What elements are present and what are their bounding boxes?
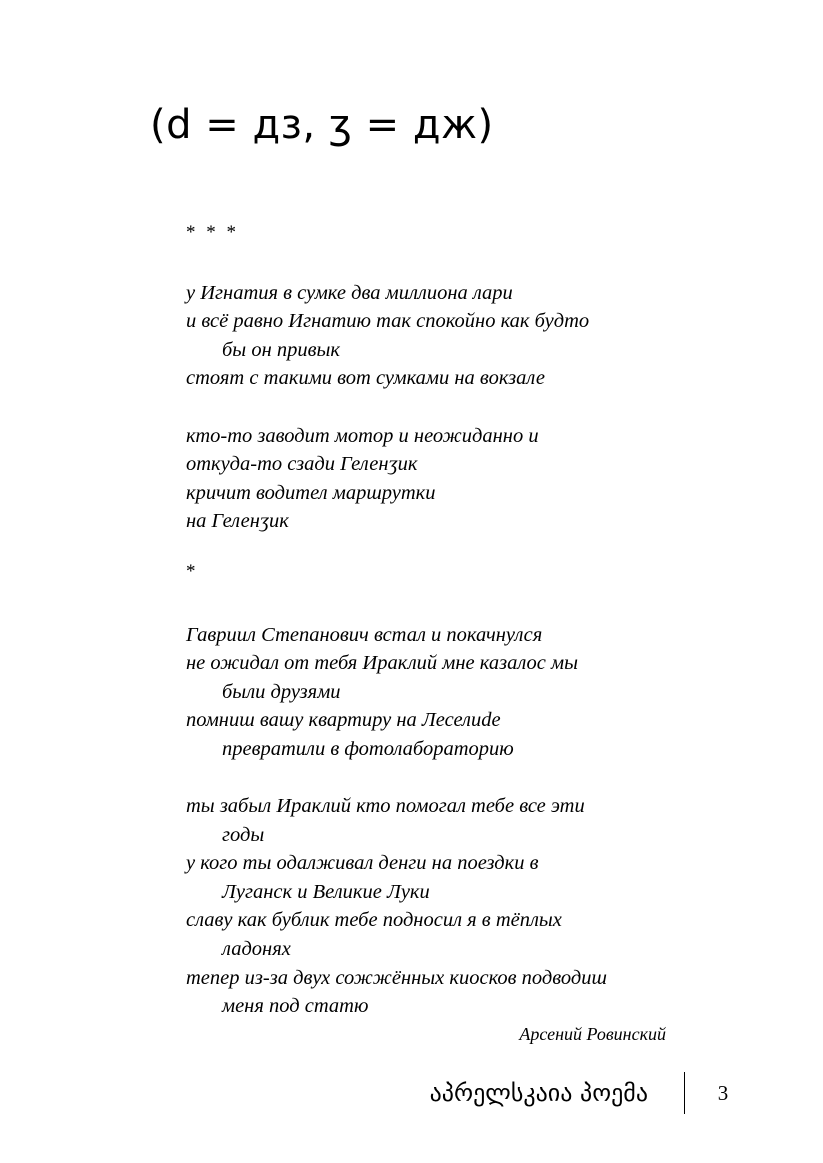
pronunciation-key-heading: (d = дз, ʒ = дж) bbox=[150, 102, 494, 148]
poem-line-continuation: были друзями bbox=[222, 680, 341, 703]
footer-book-title: აპრელსკაია პოემა bbox=[429, 1078, 648, 1107]
spacer bbox=[186, 764, 666, 793]
poem-line: стоят с такими вот сумками на вокзале bbox=[186, 367, 545, 390]
poem-line-continuation: Луганск и Великие Луки bbox=[222, 880, 430, 903]
page-number: 3 bbox=[717, 1080, 729, 1105]
poem-line: славу как бублик тебе подносил я в тёплых bbox=[186, 909, 562, 932]
poem-line: у Игнатия в сумке два миллиона лари bbox=[186, 281, 513, 304]
poem-line: на Геленʒик bbox=[186, 510, 289, 533]
spacer bbox=[186, 536, 666, 558]
poem-line: откуда-то сзади Геленʒик bbox=[186, 453, 418, 476]
poem-line-continuation: превратили в фотолабораторию bbox=[222, 737, 514, 760]
author-attribution: Арсений Ровинский bbox=[519, 1024, 666, 1044]
poem-line: Гавриил Степанович встал и покачнулся bbox=[186, 623, 543, 646]
poem-line: у кого ты одалживал денги на поездки в bbox=[186, 852, 539, 875]
stanza-1 bbox=[186, 279, 666, 393]
footer-divider bbox=[684, 1072, 685, 1114]
poem-line: и всё равно Игнатию так спокойно как будто bbox=[186, 310, 590, 333]
poem-line: не ожидал от тебя Ираклий мне казалос мы bbox=[186, 652, 578, 675]
spacer bbox=[186, 248, 666, 279]
section-separator-single-asterisk: * bbox=[186, 560, 199, 582]
poem-line: кто-то заводит мотор и неожиданно и bbox=[186, 424, 539, 447]
poem-line-continuation: меня под статю bbox=[222, 995, 369, 1018]
stanza-4 bbox=[186, 792, 666, 1021]
stanza-2 bbox=[186, 422, 666, 536]
poem-line: помниш вашу квартиру на Леселиdе bbox=[186, 709, 501, 732]
poem-line-continuation: годы bbox=[222, 823, 265, 846]
poem-line: тепер из-за двух сожжённых киосков подводиш bbox=[186, 966, 607, 989]
stanza-3 bbox=[186, 621, 666, 764]
page-footer bbox=[186, 1072, 731, 1114]
spacer bbox=[186, 587, 666, 621]
poem-line: ты забыл Ираклий кто помогал тебе все эти bbox=[186, 795, 585, 818]
poem-line-continuation: ладонях bbox=[222, 938, 291, 961]
poem-body bbox=[186, 219, 666, 1021]
spacer bbox=[186, 393, 666, 422]
section-separator-triple-asterisk: * * * bbox=[186, 222, 239, 243]
poem-line: кричит водител маршрутки bbox=[186, 481, 436, 504]
poem-line-continuation: бы он привык bbox=[222, 338, 340, 361]
